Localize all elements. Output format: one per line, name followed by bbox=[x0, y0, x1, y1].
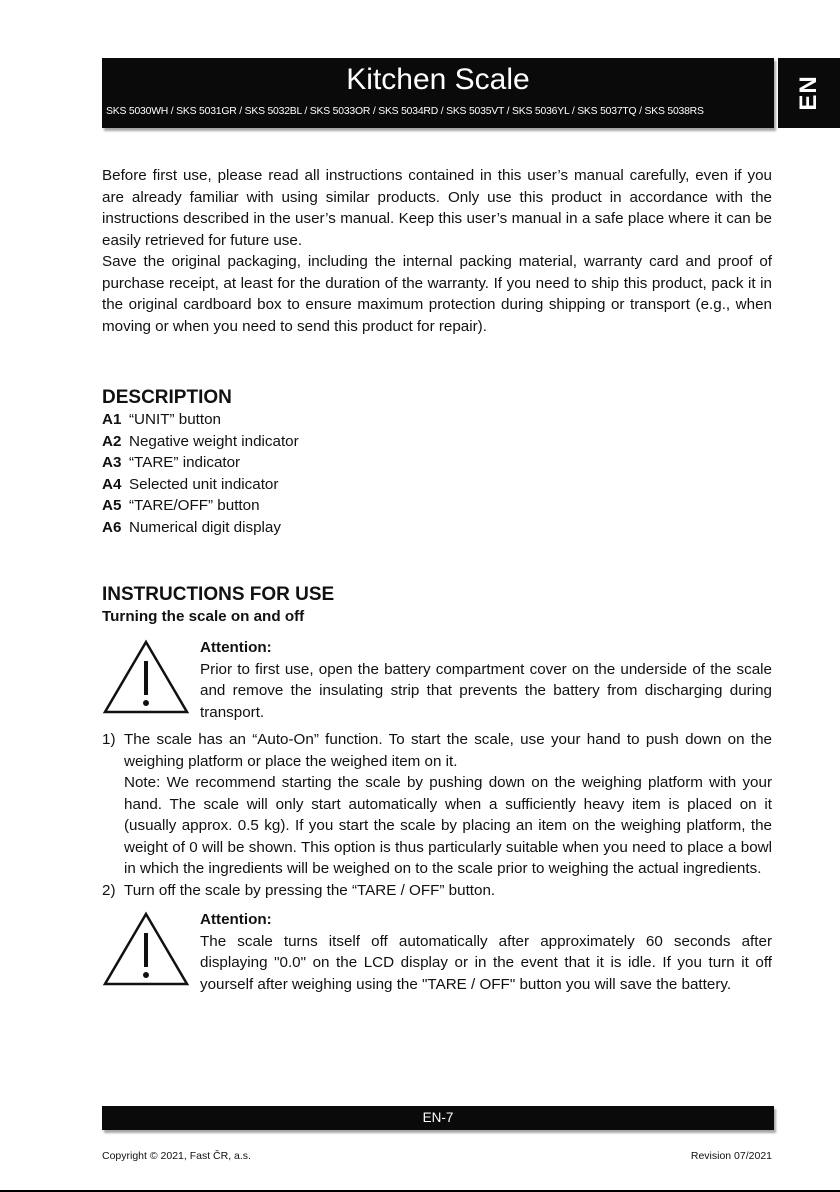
intro-paragraph-2: Save the original packaging, including the internal packing material, warranty card and proof of purchase receipt, at least for the duration of the warranty. If you need to ship this product, pack it in the original cardboard box to ensure maximum protection during shipping or transport (e.g., when moving or when you need to send this product for repair). bbox=[102, 253, 772, 335]
description-heading: DESCRIPTION bbox=[102, 387, 232, 408]
instructions-subheading: Turning the scale on and off bbox=[102, 608, 305, 625]
step-item bbox=[102, 880, 772, 902]
description-text: Numerical digit display bbox=[129, 518, 281, 536]
description-text: Selected unit indicator bbox=[129, 475, 279, 493]
step-number: 1) bbox=[102, 731, 116, 748]
step-number: 2) bbox=[102, 881, 116, 899]
description-code: A1 bbox=[102, 411, 122, 428]
description-item bbox=[102, 495, 772, 517]
description-text: “TARE/OFF” button bbox=[129, 497, 260, 514]
attention-text: The scale turns itself off automatically after approximately 60 seconds after displaying "0.0" on the LCD display or in the event that it is idle. If you turn it off yourself after weighing using the "TARE / OFF" button you will save the battery. bbox=[200, 932, 772, 993]
language-tab bbox=[778, 58, 840, 128]
attention-block-2 bbox=[102, 909, 772, 995]
step-item bbox=[102, 729, 772, 880]
warning-triangle-icon bbox=[102, 911, 190, 987]
attention-block-1 bbox=[102, 637, 772, 723]
intro-paragraph-1: Before first use, please read all instructions contained in this user’s manual carefully, even if you are already familiar with using similar products. Only use this product in accordance with the instructions described in the user’s manual. Keep this user’s manual in a safe place where it can be easily retrieved for future use. bbox=[102, 167, 772, 249]
step-note: Note: We recommend starting the scale by pushing down on the weighing platform with your hand. The scale will only start automatically when a sufficiently heavy item is placed on it (usually approx. 0.5 kg). If you start the scale by placing an item on the weighing platform, the weight of 0 will be shown. This option is thus particularly suitable when you need to place a bowl in which the ingredients will be weighed on to the scale prior to weighing the actual ingredients. bbox=[124, 774, 772, 877]
description-code: A6 bbox=[102, 518, 122, 536]
attention-title: Attention: bbox=[200, 639, 272, 656]
main-content bbox=[102, 165, 772, 1001]
attention-text: Prior to first use, open the battery compartment cover on the underside of the scale and remove the insulating strip that prevents the battery from discharging during transport. bbox=[200, 660, 772, 721]
language-label: EN bbox=[795, 75, 822, 111]
description-text: “TARE” indicator bbox=[129, 454, 241, 471]
description-text: “UNIT” button bbox=[129, 411, 221, 428]
steps-list bbox=[102, 729, 772, 901]
document-title: Kitchen Scale bbox=[346, 63, 530, 96]
description-text: Negative weight indicator bbox=[129, 432, 299, 450]
description-item bbox=[102, 474, 772, 496]
page-number: EN-7 bbox=[422, 1110, 454, 1125]
step-text: The scale has an “Auto-On” function. To start the scale, use your hand to push down on the weighing platform or place the weighed item on it. bbox=[124, 731, 772, 770]
description-item bbox=[102, 409, 772, 431]
attention-title: Attention: bbox=[200, 911, 272, 928]
warning-triangle-icon bbox=[102, 639, 190, 715]
step-text: Turn off the scale by pressing the “TARE / OFF” button. bbox=[124, 881, 496, 899]
revision-text: Revision 07/2021 bbox=[690, 1150, 772, 1162]
description-code: A5 bbox=[102, 497, 122, 514]
description-code: A2 bbox=[102, 432, 122, 450]
model-list: SKS 5030WH / SKS 5031GR / SKS 5032BL / SKS 5033OR / SKS 5034RD / SKS 5035VT / SKS 5036YL / SKS 5037TQ / SKS 5038RS bbox=[106, 106, 704, 117]
page-number-bar bbox=[102, 1106, 774, 1130]
copyright-text: Copyright © 2021, Fast ČR, a.s. bbox=[102, 1150, 251, 1162]
description-list bbox=[102, 409, 772, 538]
instructions-heading: INSTRUCTIONS FOR USE bbox=[102, 584, 335, 605]
description-item bbox=[102, 517, 772, 539]
description-item bbox=[102, 431, 772, 453]
description-item bbox=[102, 452, 772, 474]
description-code: A4 bbox=[102, 475, 122, 493]
description-code: A3 bbox=[102, 454, 122, 471]
header-bar bbox=[102, 58, 774, 128]
